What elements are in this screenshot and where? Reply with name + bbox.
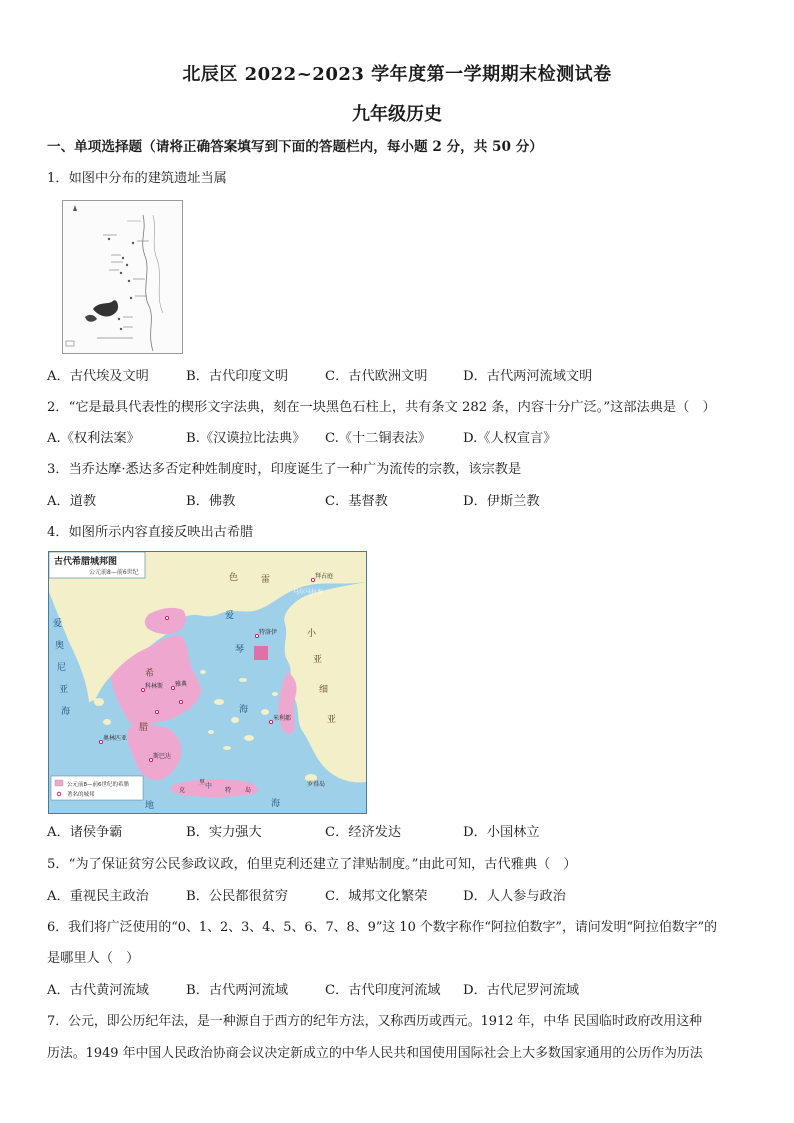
map-label: 爱 xyxy=(225,611,235,621)
q3-option-d[interactable]: D．伊斯兰教 xyxy=(463,494,540,509)
question-6-stem-line2: 是哪里人（ ） xyxy=(47,951,140,966)
q4-option-a[interactable]: A．诸侯争霸 xyxy=(47,825,123,840)
map-1-figure xyxy=(62,200,183,354)
map-2-title: 古代希腊城邦图 xyxy=(54,557,118,567)
q5-option-c[interactable]: C．城邦文化繁荣 xyxy=(325,889,428,904)
map-label: 奥 xyxy=(55,641,65,651)
map-label: 琴 xyxy=(235,645,245,655)
map-label: 奥林匹亚 xyxy=(103,735,128,742)
map-label: 中 xyxy=(205,782,212,790)
q2-option-b[interactable]: B.《汉谟拉比法典》 xyxy=(186,431,306,446)
map-2-svg xyxy=(49,552,366,813)
question-4-stem: 4．如图所示内容直接反映出古希腊 xyxy=(47,525,254,540)
map-2-subtitle: 公元前8—前6世纪 xyxy=(89,569,139,576)
q2-option-c[interactable]: C.《十二铜表法》 xyxy=(325,431,432,446)
q6-option-d[interactable]: D．古代尼罗河流域 xyxy=(463,983,580,998)
q3-option-a[interactable]: A．道教 xyxy=(47,494,97,509)
question-6-stem-line1: 6．我们将广泛使用的“0、1、2、3、4、5、6、7、8、9”这 10 个数字称作“阿拉伯数字”，请问发明“阿拉伯数字”的 xyxy=(47,920,717,935)
map-label: 特洛伊 xyxy=(259,629,278,636)
exam-title: 北辰区 2022~2023 学年度第一学期期末检测试卷 xyxy=(182,64,612,85)
q1-option-a[interactable]: A．古代埃及文明 xyxy=(47,369,149,384)
q1-option-c[interactable]: C．古代欧洲文明 xyxy=(325,369,428,384)
map-label: 色 xyxy=(229,573,239,583)
legend-area-label: 公元前8—前6世纪的希腊 xyxy=(67,782,129,788)
q6-option-c[interactable]: C．古代印度河流域 xyxy=(325,983,441,998)
map-label: 雅典 xyxy=(175,681,188,688)
section-heading: 一、单项选择题（请将正确答案填写到下面的答题栏内，每小题 2 分，共 50 分） xyxy=(47,139,543,155)
map-label: 科林斯 xyxy=(145,683,164,690)
q6-option-a[interactable]: A．古代黄河流域 xyxy=(47,983,149,998)
map-label: 尼 xyxy=(57,663,67,673)
map-label: 克 xyxy=(179,787,186,794)
question-7-stem-line1: 7．公元，即公历纪年法，是一种源自于西方的纪年方法，又称西历或西元。1912 年，中华 民国临时政府改用这种 xyxy=(47,1014,703,1029)
map-label: 岛 xyxy=(245,787,252,794)
map-label: 里 xyxy=(199,779,206,786)
question-5-stem: 5．“为了保证贫穷公民参政议政，伯里克利还建立了津贴制度。”由此可知，古代雅典（ ） xyxy=(47,857,577,872)
q4-option-b[interactable]: B．实力强大 xyxy=(186,825,262,840)
q1-option-d[interactable]: D．古代两河流域文明 xyxy=(463,369,593,384)
question-7-stem-line2: 历法。1949 年中国人民政治协商会议决定新成立的中华人民共和国使用国际社会上大多数国家通用的公历作为历法 xyxy=(47,1046,703,1061)
map-label: 海 xyxy=(61,707,71,717)
q6-option-b[interactable]: B．古代两河流域 xyxy=(186,983,289,998)
q3-option-c[interactable]: C．基督教 xyxy=(325,494,388,509)
q4-option-c[interactable]: C．经济发达 xyxy=(325,825,402,840)
map-label: 雷 xyxy=(261,575,271,585)
q5-option-d[interactable]: D．人人参与政治 xyxy=(463,889,566,904)
q4-option-d[interactable]: D．小国林立 xyxy=(463,825,540,840)
map-label: 拜占庭 xyxy=(315,573,334,580)
map-label: 亚 xyxy=(327,715,337,725)
question-2-stem: 2．“它是最具代表性的楔形文字法典，刻在一块黑色石柱上，共有条文 282 条，内容十分广泛。”这部法典是（ ） xyxy=(47,400,716,415)
map-label: 小 xyxy=(307,629,317,639)
map-2-greece-figure xyxy=(48,551,367,814)
q3-option-b[interactable]: B．佛教 xyxy=(186,494,236,509)
map-label: 爱 xyxy=(53,619,63,629)
map-label: 细 xyxy=(319,685,329,695)
question-3-stem: 3．当乔达摩·悉达多否定种姓制度时，印度诞生了一种广为流传的宗教，该宗教是 xyxy=(47,462,522,477)
map-label: 希 xyxy=(145,669,155,679)
q2-option-d[interactable]: D.《人权宣言》 xyxy=(463,431,557,446)
question-1-stem: 1．如图中分布的建筑遗址当属 xyxy=(47,171,227,186)
legend-city-label: 著名的城邦 xyxy=(67,792,95,798)
q5-option-a[interactable]: A．重视民主政治 xyxy=(47,889,149,904)
map-label: 地 xyxy=(145,801,155,811)
map-label: 斯巴达 xyxy=(153,753,172,760)
map-1-svg xyxy=(63,201,182,353)
map-label: 亚 xyxy=(313,655,323,665)
map-label: 亚 xyxy=(59,685,69,695)
map-label: 米利都 xyxy=(273,715,292,722)
exam-subtitle: 九年级历史 xyxy=(352,104,442,125)
q1-option-b[interactable]: B．古代印度文明 xyxy=(186,369,289,384)
map-label: 马尔马拉海 xyxy=(293,589,324,596)
map-label: 海 xyxy=(271,799,281,809)
map-label: 罗得岛 xyxy=(307,781,326,788)
q2-option-a[interactable]: A.《权利法案》 xyxy=(47,431,140,446)
q5-option-b[interactable]: B．公民都很贫穷 xyxy=(186,889,289,904)
map-label: 腊 xyxy=(139,723,149,733)
map-label: 特 xyxy=(225,787,232,794)
map-label: 海 xyxy=(239,705,249,715)
